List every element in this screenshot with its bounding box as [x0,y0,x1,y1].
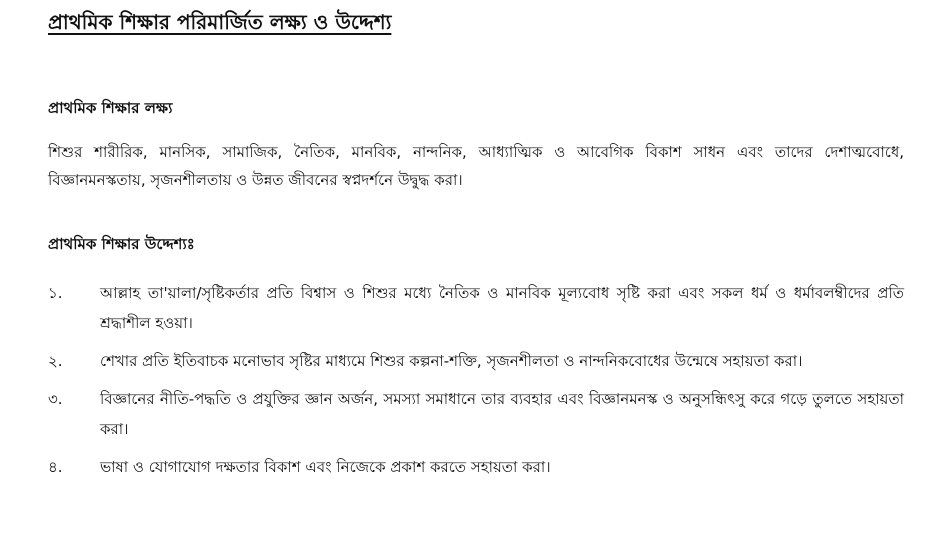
objective-number: ২. [48,352,63,370]
objective-item [48,278,904,338]
objective-item [48,452,904,482]
objective-number: ৩. [48,390,63,408]
objectives-list [48,278,904,490]
objective-text: আল্লাহ তা'য়ালা/সৃষ্টিকর্তার প্রতি বিশ্বাস ও শিশুর মধ্যে নৈতিক ও মানবিক মূল্যবোধ সৃষ্টি করা এবং সকল ধর্ম ও ধর্মাবলম্বীদের প্রতি শ্রদ্ধাশীল হওয়া। [100,284,904,332]
objective-number: ৪. [48,458,63,476]
objective-text: ভাষা ও যোগাযোগ দক্ষতার বিকাশ এবং নিজেকে প্রকাশ করতে সহায়তা করা। [100,458,551,476]
objective-text: শেখার প্রতি ইতিবাচক মনোভাব সৃষ্টির মাধ্যমে শিশুর কল্পনা-শক্তি, সৃজনশীলতা ও নান্দনিকবোধের উন্মেষে সহায়তা করা। [100,352,803,370]
document-title: প্রাথমিক শিক্ষার পরিমার্জিত লক্ষ্য ও উদ্দেশ্য [48,10,392,34]
objectives-heading: প্রাথমিক শিক্ষার উদ্দেশ্যঃ [48,235,195,253]
objective-number: ১. [48,284,63,302]
goal-heading: প্রাথমিক শিক্ষার লক্ষ্য [48,99,173,117]
objective-item [48,384,904,444]
objective-item [48,346,904,376]
goal-paragraph: শিশুর শারীরিক, মানসিক, সামাজিক, নৈতিক, মানবিক, নান্দনিক, আধ্যাত্মিক ও আবেগিক বিকাশ সাধন এবং তাদের দেশাত্মবোধে, বিজ্ঞানমনস্কতায়, সৃজনশীলতায় ও উন্নত জীবনের স্বপ্নদর্শনে উদ্বুদ্ধ করা। [48,143,904,189]
objective-text: বিজ্ঞানের নীতি-পদ্ধতি ও প্রযুক্তির জ্ঞান অর্জন, সমস্যা সমাধানে তার ব্যবহার এবং বিজ্ঞানমনস্ক ও অনুসন্ধিৎসু করে গড়ে তুলতে সহায়তা করা। [100,390,904,438]
